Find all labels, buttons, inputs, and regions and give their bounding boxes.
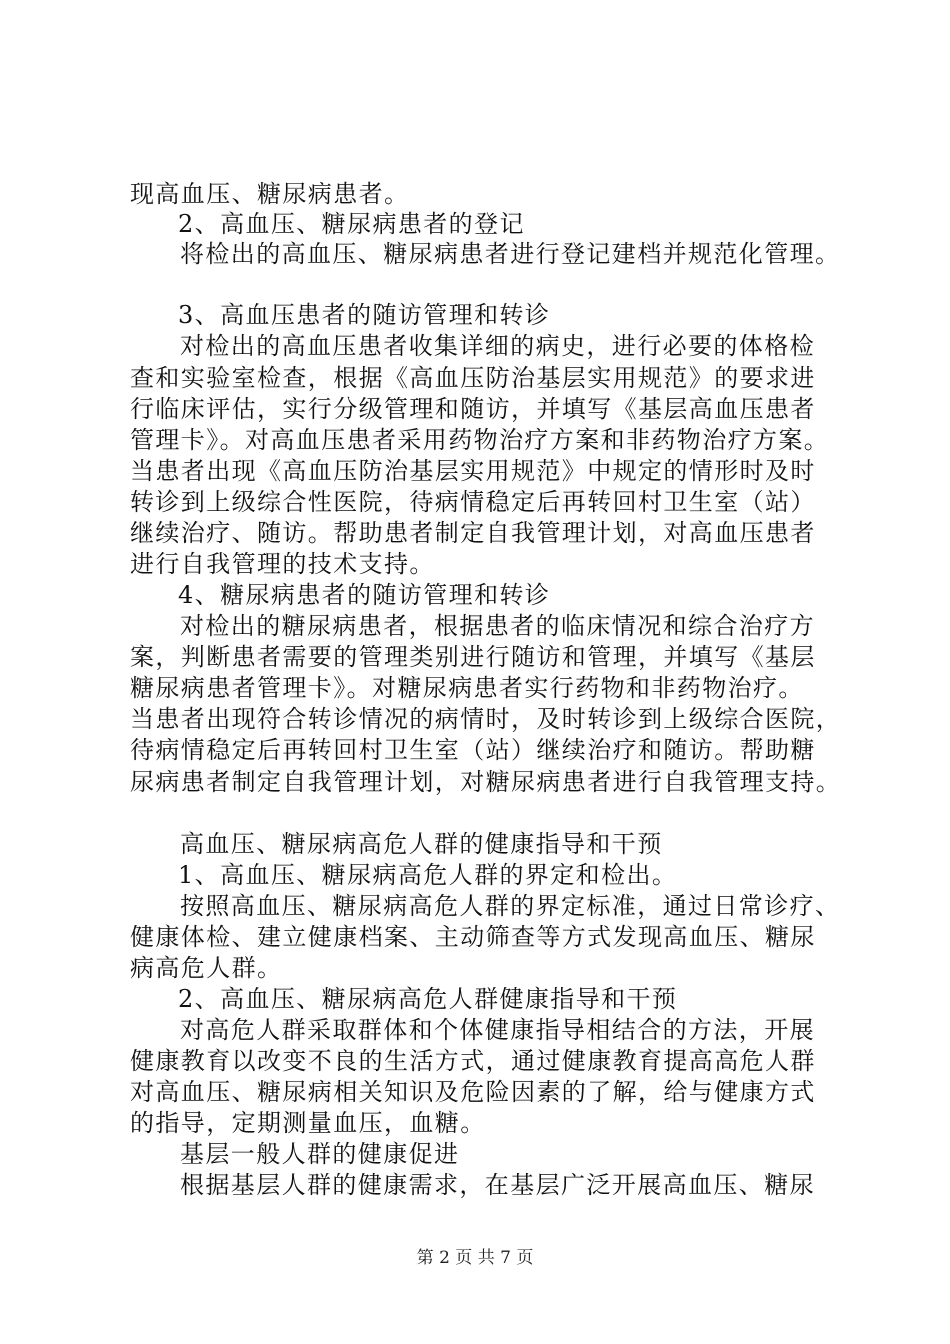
text-line: 当患者出现《高血压防治基层实用规范》中规定的情形时及时 (130, 457, 816, 485)
text-line: 转诊到上级综合性医院，待病情稳定后再转回村卫生室（站） (130, 488, 816, 516)
text-line: 进行自我管理的技术支持。 (130, 550, 435, 578)
text-line: 对检出的高血压患者收集详细的病史，进行必要的体格检 (180, 332, 815, 360)
text-line: 现高血压、糖尿病患者。 (130, 180, 410, 208)
text-line: 案，判断患者需要的管理类别进行随访和管理，并填写《基层 (130, 643, 816, 671)
text-line: 对高血压、糖尿病相关知识及危险因素的了解，给与健康方式 (130, 1078, 816, 1106)
section-heading: 2、高血压、糖尿病高危人群健康指导和干预 (178, 985, 678, 1013)
section-heading: 4、糖尿病患者的随访管理和转诊 (178, 581, 551, 609)
text-line: 行临床评估，实行分级管理和随访，并填写《基层高血压患者 (130, 395, 816, 423)
section-heading: 基层一般人群的健康促进 (180, 1140, 460, 1168)
text-line: 糖尿病患者管理卡》。对糖尿病患者实行药物和非药物治疗。 (130, 674, 804, 702)
text-line: 将检出的高血压、糖尿病患者进行登记建档并规范化管理。 (180, 240, 841, 268)
text-line: 待病情稳定后再转回村卫生室（站）继续治疗和随访。帮助糖 (130, 736, 816, 764)
section-heading: 3、高血压患者的随访管理和转诊 (178, 301, 551, 329)
text-line: 查和实验室检查，根据《高血压防治基层实用规范》的要求进 (130, 364, 816, 392)
text-line: 健康教育以改变不良的生活方式，通过健康教育提高高危人群 (130, 1047, 816, 1075)
text-line: 按照高血压、糖尿病高危人群的界定标准，通过日常诊疗、 (180, 892, 841, 920)
text-line: 尿病患者制定自我管理计划，对糖尿病患者进行自我管理支持。 (130, 768, 842, 796)
text-line: 病高危人群。 (130, 954, 283, 982)
text-line: 继续治疗、随访。帮助患者制定自我管理计划，对高血压患者 (130, 519, 816, 547)
text-line: 管理卡》。对高血压患者采用药物治疗方案和非药物治疗方案。 (130, 426, 830, 454)
text-line: 的指导，定期测量血压，血糖。 (130, 1109, 486, 1137)
section-heading: 2、高血压、糖尿病患者的登记 (178, 210, 525, 238)
text-line: 对高危人群采取群体和个体健康指导相结合的方法，开展 (180, 1016, 815, 1044)
page-footer: 第 2 页 共 7 页 (416, 1248, 534, 1268)
text-line: 根据基层人群的健康需求，在基层广泛开展高血压、糖尿 (180, 1171, 815, 1199)
section-heading: 高血压、糖尿病高危人群的健康指导和干预 (180, 830, 663, 858)
section-heading: 1、高血压、糖尿病高危人群的界定和检出。 (178, 861, 678, 889)
text-line: 健康体检、建立健康档案、主动筛查等方式发现高血压、糖尿 (130, 923, 816, 951)
text-line: 对检出的糖尿病患者，根据患者的临床情况和综合治疗方 (180, 612, 815, 640)
text-line: 当患者出现符合转诊情况的病情时，及时转诊到上级综合医院， (130, 705, 842, 733)
